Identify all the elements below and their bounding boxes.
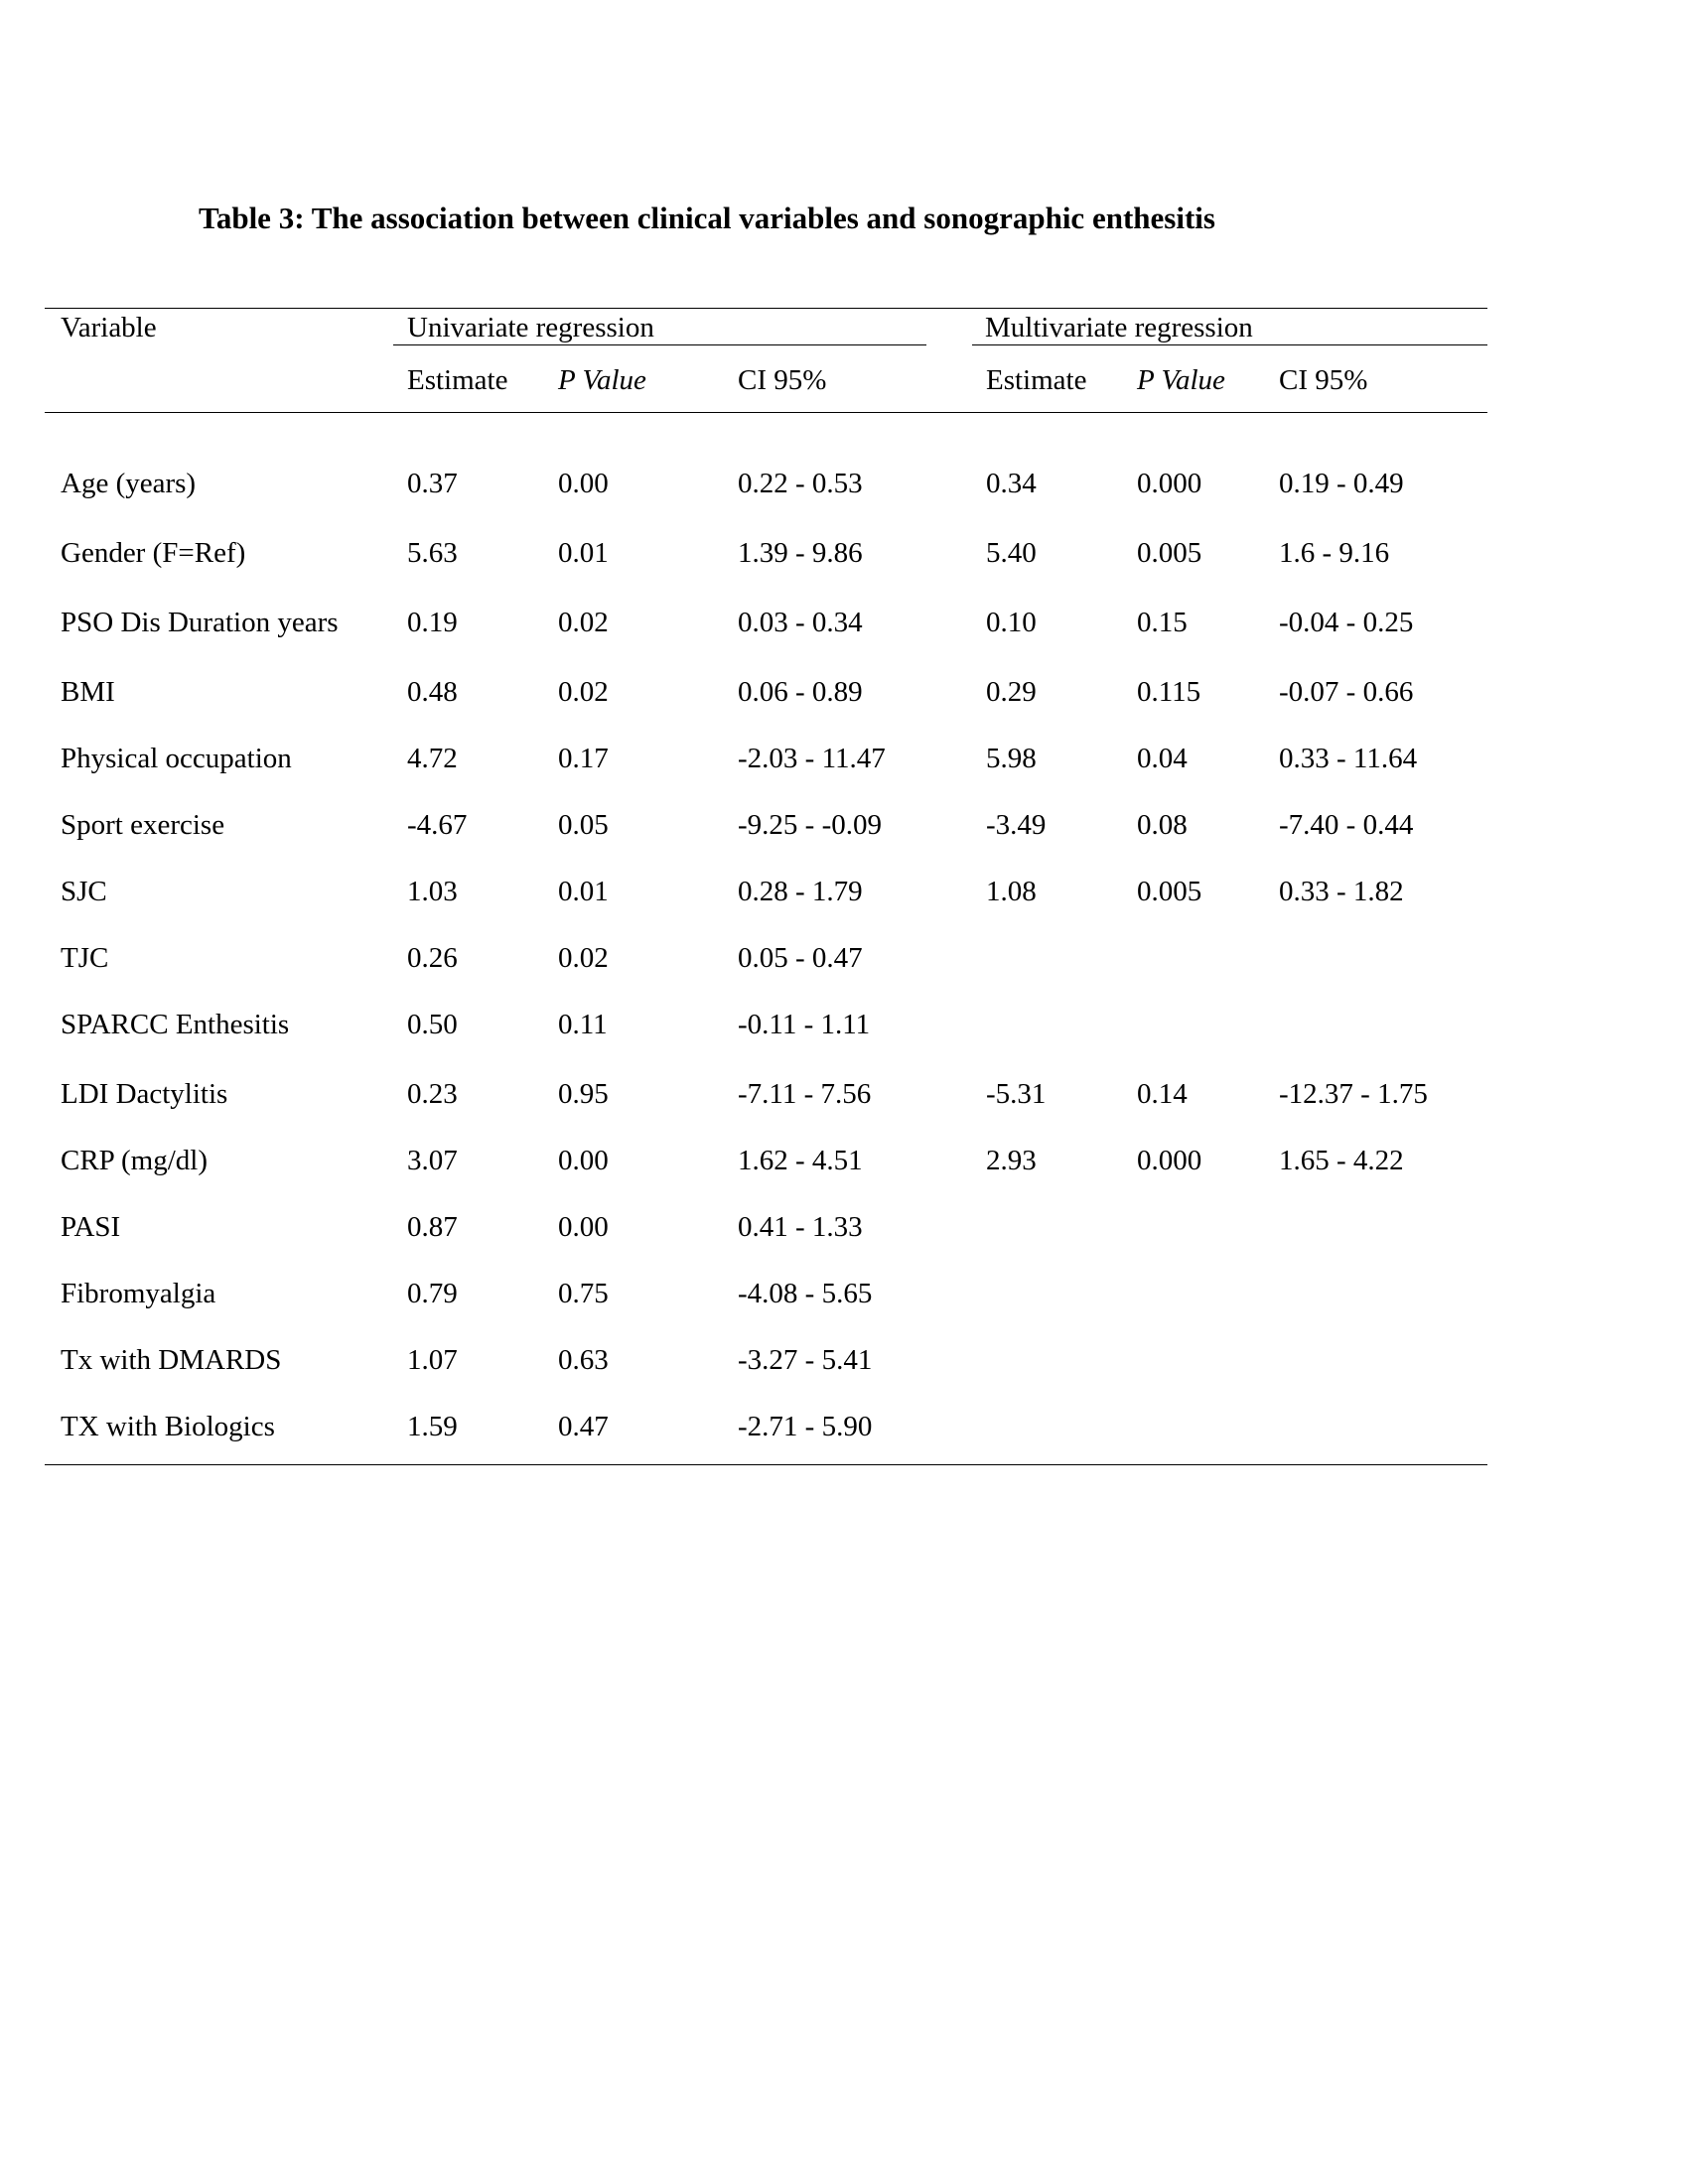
header-m-p-value: P Value	[1137, 364, 1225, 396]
header-u-p-value: P Value	[558, 364, 646, 396]
cell-m-ci: -7.40 - 0.44	[1279, 809, 1414, 841]
cell-u-estimate: 0.79	[407, 1278, 458, 1309]
cell-u-ci: 0.05 - 0.47	[738, 942, 863, 974]
cell-variable: TJC	[61, 942, 109, 974]
cell-u-estimate: 0.26	[407, 942, 458, 974]
cell-m-estimate: 0.10	[986, 607, 1037, 638]
cell-variable: BMI	[61, 676, 115, 708]
cell-variable: SJC	[61, 876, 107, 907]
cell-u-p-value: 0.00	[558, 1211, 609, 1243]
cell-u-p-value: 0.00	[558, 468, 609, 499]
cell-m-p-value: 0.15	[1137, 607, 1188, 638]
cell-u-estimate: 5.63	[407, 537, 458, 569]
cell-u-ci: -7.11 - 7.56	[738, 1078, 872, 1110]
table-bottom-rule	[45, 1464, 1487, 1465]
cell-variable: LDI Dactylitis	[61, 1078, 228, 1110]
cell-u-estimate: 0.23	[407, 1078, 458, 1110]
header-u-ci: CI 95%	[738, 364, 827, 396]
cell-u-ci: 0.06 - 0.89	[738, 676, 863, 708]
header-bottom-rule	[45, 412, 1487, 413]
header-multivariate: Multivariate regression	[985, 312, 1253, 343]
cell-m-estimate: -3.49	[986, 809, 1047, 841]
header-univariate: Univariate regression	[407, 312, 654, 343]
cell-u-p-value: 0.95	[558, 1078, 609, 1110]
cell-m-ci: -0.07 - 0.66	[1279, 676, 1414, 708]
cell-u-estimate: 1.07	[407, 1344, 458, 1376]
cell-u-estimate: 1.03	[407, 876, 458, 907]
cell-u-ci: 0.41 - 1.33	[738, 1211, 863, 1243]
cell-variable: Gender (F=Ref)	[61, 537, 246, 569]
cell-u-ci: -2.71 - 5.90	[738, 1411, 873, 1442]
cell-u-p-value: 0.02	[558, 607, 609, 638]
cell-u-estimate: 1.59	[407, 1411, 458, 1442]
cell-u-estimate: 3.07	[407, 1145, 458, 1176]
cell-u-p-value: 0.17	[558, 743, 609, 774]
cell-u-ci: -9.25 - -0.09	[738, 809, 882, 841]
cell-m-ci: 1.65 - 4.22	[1279, 1145, 1404, 1176]
cell-m-p-value: 0.005	[1137, 876, 1202, 907]
table-top-rule	[45, 308, 1487, 309]
cell-m-estimate: -5.31	[986, 1078, 1047, 1110]
cell-variable: SPARCC Enthesitis	[61, 1009, 290, 1040]
cell-variable: CRP (mg/dl)	[61, 1145, 208, 1176]
cell-variable: Physical occupation	[61, 743, 292, 774]
cell-m-estimate: 0.34	[986, 468, 1037, 499]
cell-u-p-value: 0.02	[558, 942, 609, 974]
cell-variable: Sport exercise	[61, 809, 225, 841]
cell-m-ci: 1.6 - 9.16	[1279, 537, 1390, 569]
cell-u-ci: -0.11 - 1.11	[738, 1009, 871, 1040]
header-m-estimate: Estimate	[986, 364, 1087, 396]
cell-variable: Fibromyalgia	[61, 1278, 216, 1309]
cell-variable: PASI	[61, 1211, 121, 1243]
cell-m-estimate: 5.98	[986, 743, 1037, 774]
cell-m-p-value: 0.005	[1137, 537, 1202, 569]
cell-u-ci: 0.03 - 0.34	[738, 607, 863, 638]
cell-m-p-value: 0.14	[1137, 1078, 1188, 1110]
cell-u-p-value: 0.75	[558, 1278, 609, 1309]
cell-u-p-value: 0.47	[558, 1411, 609, 1442]
cell-m-ci: 0.33 - 1.82	[1279, 876, 1404, 907]
cell-u-ci: 1.39 - 9.86	[738, 537, 863, 569]
cell-m-ci: 0.19 - 0.49	[1279, 468, 1404, 499]
cell-u-p-value: 0.01	[558, 537, 609, 569]
header-u-estimate: Estimate	[407, 364, 508, 396]
cell-m-ci: 0.33 - 11.64	[1279, 743, 1418, 774]
cell-u-estimate: 0.87	[407, 1211, 458, 1243]
cell-u-p-value: 0.63	[558, 1344, 609, 1376]
cell-m-estimate: 1.08	[986, 876, 1037, 907]
cell-u-estimate: -4.67	[407, 809, 468, 841]
header-m-ci: CI 95%	[1279, 364, 1368, 396]
header-variable: Variable	[61, 312, 157, 343]
univariate-rule	[393, 344, 926, 345]
cell-m-estimate: 0.29	[986, 676, 1037, 708]
cell-u-estimate: 0.50	[407, 1009, 458, 1040]
cell-u-ci: 0.28 - 1.79	[738, 876, 863, 907]
cell-m-ci: -0.04 - 0.25	[1279, 607, 1414, 638]
cell-u-p-value: 0.05	[558, 809, 609, 841]
cell-m-ci: -12.37 - 1.75	[1279, 1078, 1428, 1110]
cell-u-estimate: 0.19	[407, 607, 458, 638]
cell-u-ci: -2.03 - 11.47	[738, 743, 886, 774]
cell-u-p-value: 0.00	[558, 1145, 609, 1176]
multivariate-rule	[972, 344, 1487, 345]
cell-u-estimate: 0.48	[407, 676, 458, 708]
cell-u-ci: 0.22 - 0.53	[738, 468, 863, 499]
cell-u-p-value: 0.02	[558, 676, 609, 708]
cell-variable: Age (years)	[61, 468, 197, 499]
cell-m-estimate: 5.40	[986, 537, 1037, 569]
cell-m-p-value: 0.000	[1137, 1145, 1202, 1176]
cell-u-p-value: 0.01	[558, 876, 609, 907]
cell-variable: Tx with DMARDS	[61, 1344, 282, 1376]
cell-m-p-value: 0.000	[1137, 468, 1202, 499]
cell-u-ci: -4.08 - 5.65	[738, 1278, 873, 1309]
cell-variable: TX with Biologics	[61, 1411, 275, 1442]
cell-u-ci: -3.27 - 5.41	[738, 1344, 873, 1376]
cell-m-p-value: 0.04	[1137, 743, 1188, 774]
cell-m-p-value: 0.08	[1137, 809, 1188, 841]
cell-m-estimate: 2.93	[986, 1145, 1037, 1176]
cell-m-p-value: 0.115	[1137, 676, 1201, 708]
cell-u-estimate: 0.37	[407, 468, 458, 499]
cell-u-p-value: 0.11	[558, 1009, 608, 1040]
cell-u-estimate: 4.72	[407, 743, 458, 774]
table-title: Table 3: The association between clinical variables and sonographic enthesitis	[199, 201, 1215, 235]
cell-u-ci: 1.62 - 4.51	[738, 1145, 863, 1176]
cell-variable: PSO Dis Duration years	[61, 607, 339, 638]
